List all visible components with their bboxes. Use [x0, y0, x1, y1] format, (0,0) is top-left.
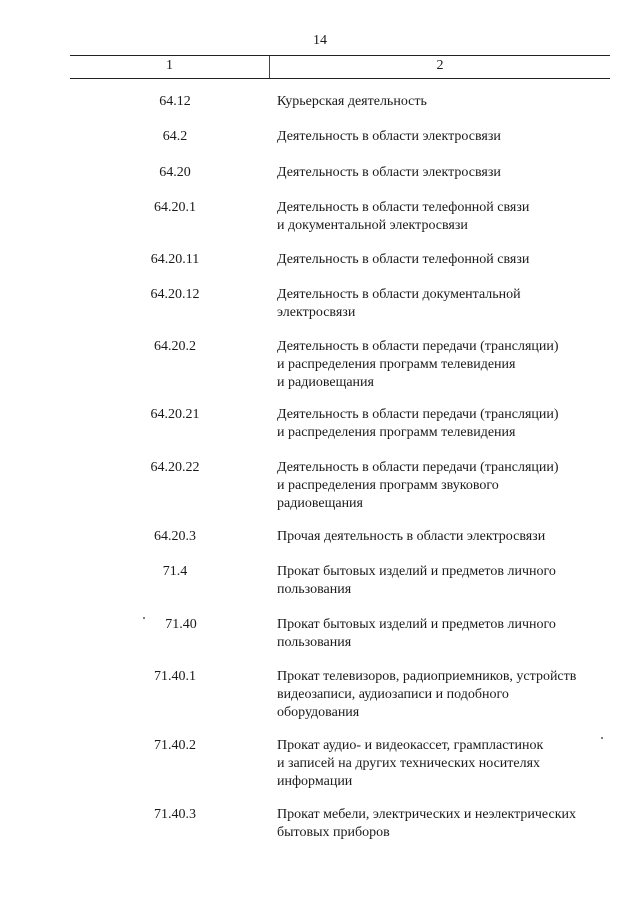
activity-description — [277, 737, 622, 791]
description-line: Прокат аудио- и видеокассет, грампластинок — [277, 738, 544, 753]
description-line: и распределения программ звукового — [277, 478, 499, 493]
description-line: бытовых приборов — [277, 825, 390, 840]
activity-description — [277, 616, 622, 652]
classification-code: 64.20.3 — [154, 529, 196, 544]
table-header — [70, 55, 610, 79]
classification-code: 71.40.3 — [154, 807, 196, 822]
classification-code: 71.40 — [165, 617, 197, 632]
description-line: и документальной электросвязи — [277, 218, 468, 233]
activity-description — [277, 164, 622, 182]
activity-description — [277, 251, 622, 269]
description-line: пользования — [277, 582, 352, 597]
column-2-header: 2 — [436, 58, 444, 73]
description-line: электросвязи — [277, 305, 356, 320]
description-line: и распределения программ телевидения — [277, 425, 516, 440]
description-line: Деятельность в области передачи (трансляции) — [277, 407, 559, 422]
description-line: оборудования — [277, 705, 360, 720]
description-line: Деятельность в области электросвязи — [277, 129, 501, 144]
classification-code: 64.20.22 — [150, 460, 200, 475]
description-line: Деятельность в области телефонной связи — [277, 200, 530, 215]
classification-code: 71.40.1 — [154, 669, 196, 684]
description-line: и записей на других технических носителях — [277, 756, 541, 771]
page-number: 14 — [313, 33, 327, 48]
description-line: Прочая деятельность в области электросвязи — [277, 529, 546, 544]
classification-code: 64.20.2 — [154, 339, 196, 354]
classification-code: 64.20.21 — [150, 407, 200, 422]
description-line: и радиовещания — [277, 375, 374, 390]
classification-code: 71.4 — [162, 564, 188, 579]
description-line: Деятельность в области документальной — [277, 287, 521, 302]
description-line: и распределения программ телевидения — [277, 357, 516, 372]
activity-description — [277, 806, 622, 842]
activity-description — [277, 563, 622, 599]
description-line: Деятельность в области электросвязи — [277, 165, 501, 180]
description-line: пользования — [277, 635, 352, 650]
scan-speck — [601, 737, 603, 739]
description-line: Прокат бытовых изделий и предметов личного — [277, 617, 556, 632]
activity-description — [277, 668, 622, 722]
classification-code: 64.20 — [159, 165, 191, 180]
activity-description — [277, 93, 622, 111]
classification-code: 64.20.11 — [150, 252, 200, 267]
description-line: Прокат мебели, электрических и неэлектрических — [277, 807, 577, 822]
description-line: радиовещания — [277, 496, 363, 511]
description-line: видеозаписи, аудиозаписи и подобного — [277, 687, 509, 702]
activity-description — [277, 128, 622, 146]
classification-code: 64.2 — [162, 129, 188, 144]
column-1-header: 1 — [166, 58, 173, 73]
description-line: Прокат телевизоров, радиоприемников, устройств — [277, 669, 577, 684]
description-line: Деятельность в области передачи (трансляции) — [277, 339, 559, 354]
activity-description — [277, 528, 622, 546]
description-line: Деятельность в области передачи (трансляции) — [277, 460, 559, 475]
activity-description — [277, 459, 622, 513]
activity-description — [277, 406, 622, 442]
classification-code: 64.12 — [159, 94, 191, 109]
activity-description — [277, 199, 622, 235]
classification-code: 64.20.1 — [154, 200, 196, 215]
description-line: информации — [277, 774, 353, 789]
classification-code: 71.40.2 — [154, 738, 196, 753]
description-line: Прокат бытовых изделий и предметов личного — [277, 564, 556, 579]
description-line: Курьерская деятельность — [277, 94, 427, 109]
scan-speck — [143, 617, 145, 619]
description-line: Деятельность в области телефонной связи — [277, 252, 530, 267]
activity-description — [277, 286, 622, 322]
classification-code: 64.20.12 — [150, 287, 200, 302]
activity-description — [277, 338, 622, 392]
